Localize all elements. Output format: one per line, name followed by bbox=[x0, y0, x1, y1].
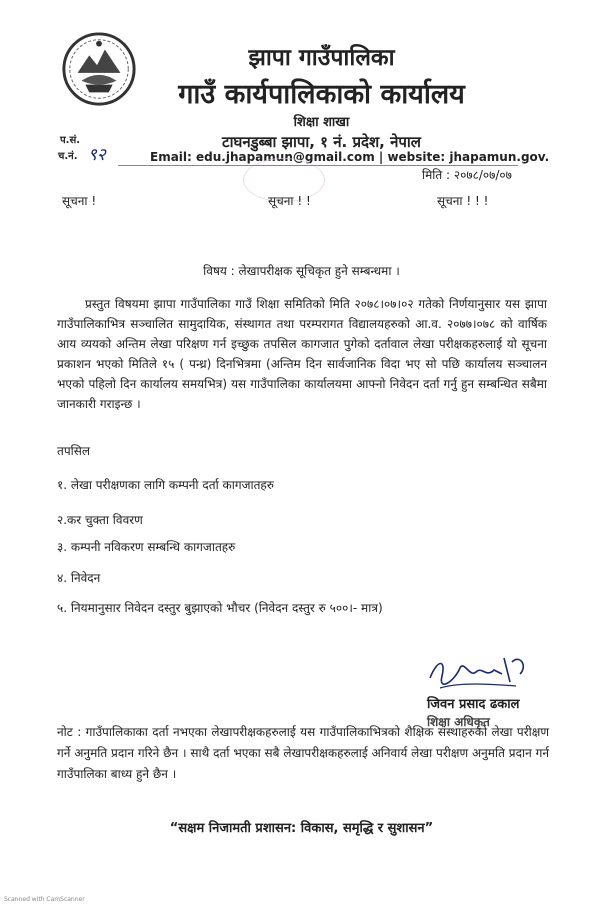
signatory-name: जिवन प्रसाद ढकाल bbox=[427, 697, 520, 712]
list-heading: तपसिल bbox=[57, 444, 91, 458]
cs-value: ९२ bbox=[88, 145, 106, 165]
list-item: ५. नियमानुसार निवेदन दस्तुर बुझाएको भौचर (निवेदन दस्तुर रु ५००।- मात्र) bbox=[57, 601, 383, 615]
subject-line: विषय : लेखापरीक्षक सूचिकृत हुने सम्बन्धमा । bbox=[203, 264, 400, 278]
letter-date: मिति : २०७८/०७/०७ bbox=[422, 168, 512, 182]
contact-info: Email: edu.jhapamun@gmail.com | website: jhapamun.gov. bbox=[150, 150, 550, 164]
list-item: ४. निवेदन bbox=[57, 571, 101, 585]
ps-label: प.सं. bbox=[60, 135, 81, 146]
list-item: ३. कम्पनी नविकरण सम्बन्धि कागजातहरु bbox=[57, 540, 236, 554]
section-name: शिक्षा शाखा bbox=[293, 115, 350, 130]
signatory-title: शिक्षा अधिकृत bbox=[427, 715, 490, 729]
notice-heading-2: सूचना ! ! bbox=[268, 194, 311, 208]
notice-heading-1: सूचना ! bbox=[62, 194, 97, 208]
note-paragraph: नोट : गाउँपालिकाका दर्ता नभएका लेखापरीक्षकहरुलाई यस गाउँपालिकाभित्रको शैक्षिक संस्थाहरुको लेखा परीक्षण गर्ने अनुमति प्रदान गरिने छैन । साथै दर्ता भएका सबै लेखापरीक्षकहरुलाई अनिवार्य लेखा परीक्षण अनुमति प्रदान गर्न गाउँपालिका बाध्य हुने छैन । bbox=[57, 725, 549, 781]
scanner-watermark: Scanned with CamScanner bbox=[4, 896, 85, 903]
list-item: २.कर चुक्ता विवरण bbox=[57, 513, 143, 527]
handwritten-signature bbox=[420, 648, 540, 698]
cs-label: च.नं. bbox=[58, 151, 78, 162]
motto: “सक्षम निजामती प्रशासन: विकास, समृद्धि र सुशासन” bbox=[169, 821, 434, 836]
municipality-name: झापा गाउँपालिका bbox=[248, 45, 395, 71]
notice-heading-3: सूचना ! ! ! bbox=[437, 194, 489, 208]
body-paragraph: प्रस्तुत विषयमा झापा गाउँपालिका गाउँ शिक्षा समितिको मिति २०७८।०७।०२ गतेको निर्णयानुसार यस झापा गाउँपालिकाभित्र सञ्चालित सामुदायिक, संस्थागत तथा परम्परागत विद्यालयहरुको आ.व. २०७७।०७८ को वार्षिक आय व्ययको अन्तिम लेखा परिक्षण गर्न इच्छुक तपसिल कागजात पुगेको दर्तावाल लेखा परीक्षकहरुलाई यो सूचना प्रकाशन भएको मितिले १५ ( पन्ध्र) दिनभित्रमा (अन्तिम दिन सार्वजानिक विदा भए सो पछि कार्यालय सञ्चालन भएको पहिलो दिन कार्यालय समयभित्र) यस गाउँपालिका कार्यालयमा आफ्नो निवेदन दर्ता गर्नु हुन सम्बन्धित सबैमा जानकारी गराइन्छ । bbox=[57, 297, 547, 411]
list-item: १. लेखा परीक्षणका लागि कम्पनी दर्ता कागजातहरु bbox=[57, 478, 274, 492]
office-name: गाउँ कार्यपालिकाको कार्यालय bbox=[178, 79, 465, 110]
office-address: टाघनडुब्बा झापा, १ नं. प्रदेश, नेपाल bbox=[222, 133, 421, 151]
